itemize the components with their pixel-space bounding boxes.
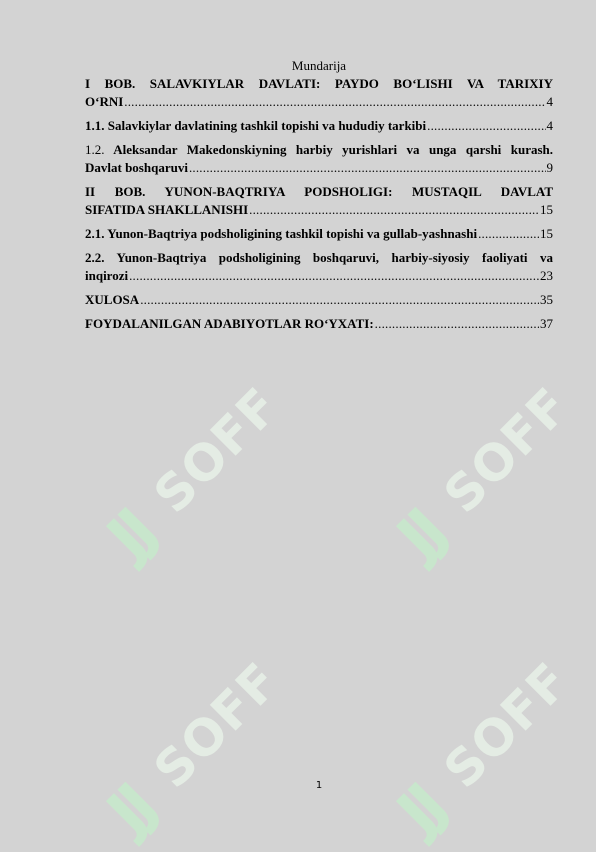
toc-entry-text: FOYDALANILGAN ADABIYOTLAR RO‘YXATI: bbox=[85, 316, 374, 331]
table-of-contents bbox=[85, 75, 553, 339]
watermark-text: SOFF bbox=[432, 651, 581, 800]
toc-entry-line: II BOB. YUNON-BAQTRIYA PODSHOLIGI: MUSTAQIL DAVLAT bbox=[85, 184, 553, 199]
toc-entry-1-2[interactable] bbox=[85, 141, 553, 177]
toc-entry-text: Davlat boshqaruvi bbox=[85, 160, 188, 175]
toc-title: Mundarija bbox=[291, 58, 347, 73]
toc-entry-number: 1.2. bbox=[85, 142, 105, 157]
toc-page-number: 35 bbox=[540, 292, 553, 307]
toc-page-number: 15 bbox=[540, 202, 553, 217]
watermark-logo bbox=[382, 651, 581, 852]
toc-page-number: 23 bbox=[540, 268, 553, 283]
dot-leader bbox=[478, 225, 539, 243]
toc-entry-2-1[interactable] bbox=[85, 225, 553, 243]
toc-entry-2-2[interactable] bbox=[85, 249, 553, 285]
toc-entry-line: 2.2. Yunon-Baqtriya podsholigining boshqaruvi, harbiy-siyosiy faoliyati va bbox=[85, 250, 553, 265]
page-number: 1 bbox=[315, 780, 323, 791]
toc-entry-1-1[interactable] bbox=[85, 117, 553, 135]
watermark-logo bbox=[92, 376, 291, 577]
toc-page-number: 37 bbox=[540, 316, 553, 331]
dot-leader bbox=[124, 93, 545, 111]
watermark-mark: JJ bbox=[94, 774, 167, 847]
toc-entry-text: SIFATIDA SHAKLLANISHI bbox=[85, 202, 249, 217]
toc-page-number: 15 bbox=[540, 226, 553, 241]
toc-entry-line: I BOB. SALAVKIYLAR DAVLATI: PAYDO BO‘LISHI VA TARIXIY bbox=[85, 76, 553, 91]
watermark-logo bbox=[382, 376, 581, 577]
watermark-text: SOFF bbox=[142, 651, 291, 800]
toc-entry-references[interactable] bbox=[85, 315, 553, 333]
dot-leader bbox=[189, 159, 546, 177]
toc-page-number: 9 bbox=[546, 160, 553, 175]
watermark-text: SOFF bbox=[142, 376, 291, 525]
dot-leader bbox=[140, 291, 539, 309]
watermark-logo bbox=[92, 651, 291, 852]
dot-leader bbox=[249, 201, 539, 219]
watermark-mark: JJ bbox=[94, 499, 167, 572]
toc-page-number: 4 bbox=[546, 118, 553, 133]
watermark-mark: JJ bbox=[384, 774, 457, 847]
dot-leader bbox=[375, 315, 539, 333]
toc-entry-chapter-1[interactable] bbox=[85, 75, 553, 111]
dot-leader bbox=[427, 117, 545, 135]
toc-entry-text: 2.1. Yunon-Baqtriya podsholigining tashkil topishi va gullab-yashnashi bbox=[85, 226, 478, 241]
dot-leader bbox=[129, 267, 539, 285]
toc-entry-text: XULOSA bbox=[85, 292, 140, 307]
toc-entry-conclusion[interactable] bbox=[85, 291, 553, 309]
toc-entry-line: Aleksandar Makedonskiyning harbiy yurishlari va unga qarshi kurash. bbox=[104, 142, 553, 157]
toc-entry-text: O‘RNI bbox=[85, 94, 124, 109]
toc-page-number: 4 bbox=[546, 94, 553, 109]
toc-entry-text: 1.1. Salavkiylar davlatining tashkil topishi va hududiy tarkibi bbox=[85, 118, 427, 133]
toc-entry-text: inqirozi bbox=[85, 268, 129, 283]
toc-entry-chapter-2[interactable] bbox=[85, 183, 553, 219]
watermark-text: SOFF bbox=[432, 376, 581, 525]
watermark-mark: JJ bbox=[384, 499, 457, 572]
